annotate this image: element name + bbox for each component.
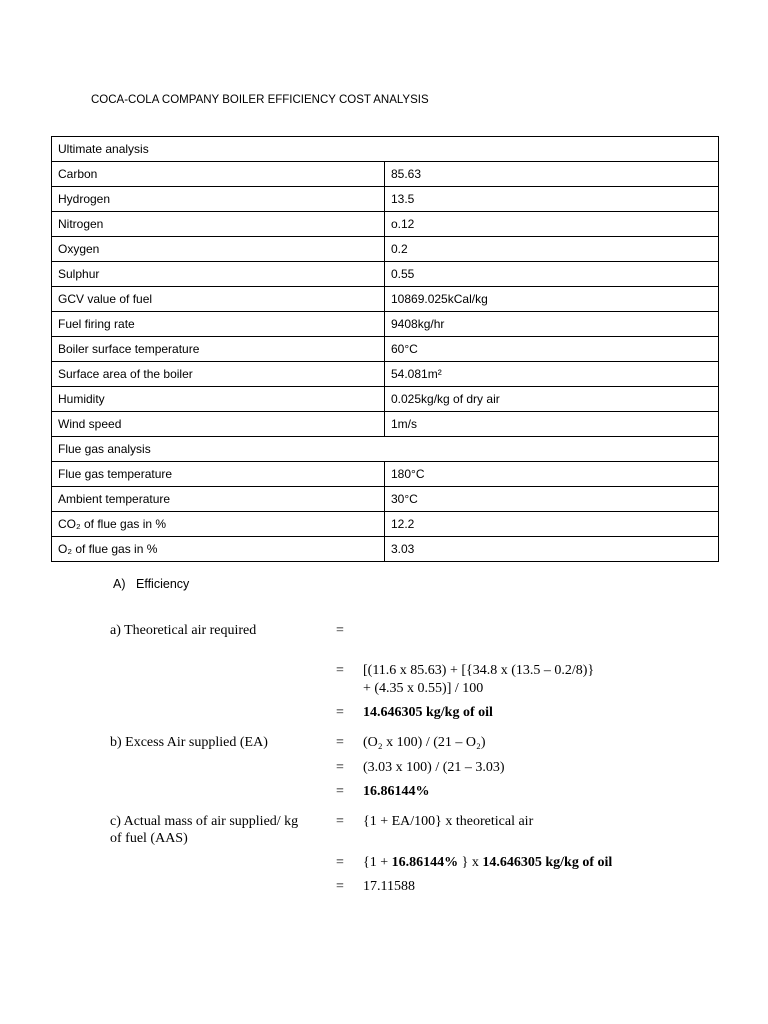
table-row [52,512,719,537]
table-row [52,212,719,237]
parameter-cell: Oxygen [52,237,385,262]
ea-value: 16.86144% [391,855,459,870]
value-cell: 3.03 [385,537,719,562]
table-row [52,487,719,512]
table-row [52,462,719,487]
value-cell: 1m/s [385,412,719,437]
actual-air-label-line1: c) Actual mass of air supplied/ kg [110,814,299,829]
section-header-cell: Ultimate analysis [52,137,719,162]
equals-sign: = [336,814,344,829]
excess-air-result-wrap [363,784,430,800]
brace-close-text: } x [458,855,483,870]
excess-air-substitution: (3.03 x 100) / (21 – 3.03) [363,760,505,775]
actual-air-result: 17.11588 [363,879,415,894]
parameter-cell: GCV value of fuel [52,287,385,312]
value-cell: 180°C [385,462,719,487]
section-title: Efficiency [136,577,190,591]
parameter-cell: Surface area of the boiler [52,362,385,387]
table-section-row [52,437,719,462]
value-cell: 60°C [385,337,719,362]
value-cell: 9408kg/hr [385,312,719,337]
parameter-cell: Nitrogen [52,212,385,237]
equals-sign: = [336,760,344,775]
table-row [52,337,719,362]
table-row [52,162,719,187]
excess-air-formula: (O₂ x 100) / (21 – O₂) [363,735,486,750]
table-row [52,237,719,262]
section-header-cell: Flue gas analysis [52,437,719,462]
theoretical-air-label: a) Theoretical air required [110,623,257,638]
parameter-cell: Hydrogen [52,187,385,212]
table-row [52,387,719,412]
equals-sign: = [336,663,344,678]
table-row [52,412,719,437]
actual-air-substitution [363,855,612,871]
document-title: COCA-COLA COMPANY BOILER EFFICIENCY COST ANALYSIS [91,94,429,106]
brace-open-text: {1 + [363,855,392,870]
theoretical-air-result: 14.646305 kg/kg of oil [363,705,493,720]
value-cell: 10869.025kCal/kg [385,287,719,312]
value-cell: 0.55 [385,262,719,287]
theoretical-air-value: 14.646305 kg/kg of oil [482,855,613,870]
excess-air-label: b) Excess Air supplied (EA) [110,735,268,750]
parameter-cell: Carbon [52,162,385,187]
value-cell: 12.2 [385,512,719,537]
parameter-cell: Fuel firing rate [52,312,385,337]
table-section-row [52,137,719,162]
boiler-data-table [51,136,719,562]
theoretical-air-formula-line1: [(11.6 x 85.63) + [{34.8 x (13.5 – 0.2/8)} [363,663,595,678]
parameter-cell: Wind speed [52,412,385,437]
table-row [52,187,719,212]
equals-sign: = [336,735,344,750]
actual-air-label-line2: of fuel (AAS) [110,831,188,846]
parameter-cell: Ambient temperature [52,487,385,512]
table-body [52,137,719,562]
value-cell: 0.025kg/kg of dry air [385,387,719,412]
parameter-cell: Humidity [52,387,385,412]
table-row [52,287,719,312]
value-cell: 0.2 [385,237,719,262]
table-row [52,537,719,562]
parameter-cell: Flue gas temperature [52,462,385,487]
theoretical-air-formula-line2: + (4.35 x 0.55)] / 100 [363,681,484,696]
equals-sign: = [336,705,344,720]
table-row [52,312,719,337]
actual-air-formula: {1 + EA/100} x theoretical air [363,814,534,829]
equals-sign: = [336,879,344,894]
table-row [52,362,719,387]
equals-sign: = [336,855,344,870]
section-marker: A) [113,577,126,591]
table-row [52,262,719,287]
value-cell: 13.5 [385,187,719,212]
value-cell: o.12 [385,212,719,237]
equals-sign: = [336,623,344,638]
parameter-cell: Sulphur [52,262,385,287]
equals-sign: = [336,784,344,799]
value-cell: 54.081m² [385,362,719,387]
theoretical-air-result-wrap [363,705,493,721]
parameter-cell: O₂ of flue gas in % [52,537,385,562]
parameter-cell: Boiler surface temperature [52,337,385,362]
value-cell: 85.63 [385,162,719,187]
section-a-heading [113,577,189,591]
value-cell: 30°C [385,487,719,512]
parameter-cell: CO₂ of flue gas in % [52,512,385,537]
excess-air-result: 16.86144% [363,784,430,799]
